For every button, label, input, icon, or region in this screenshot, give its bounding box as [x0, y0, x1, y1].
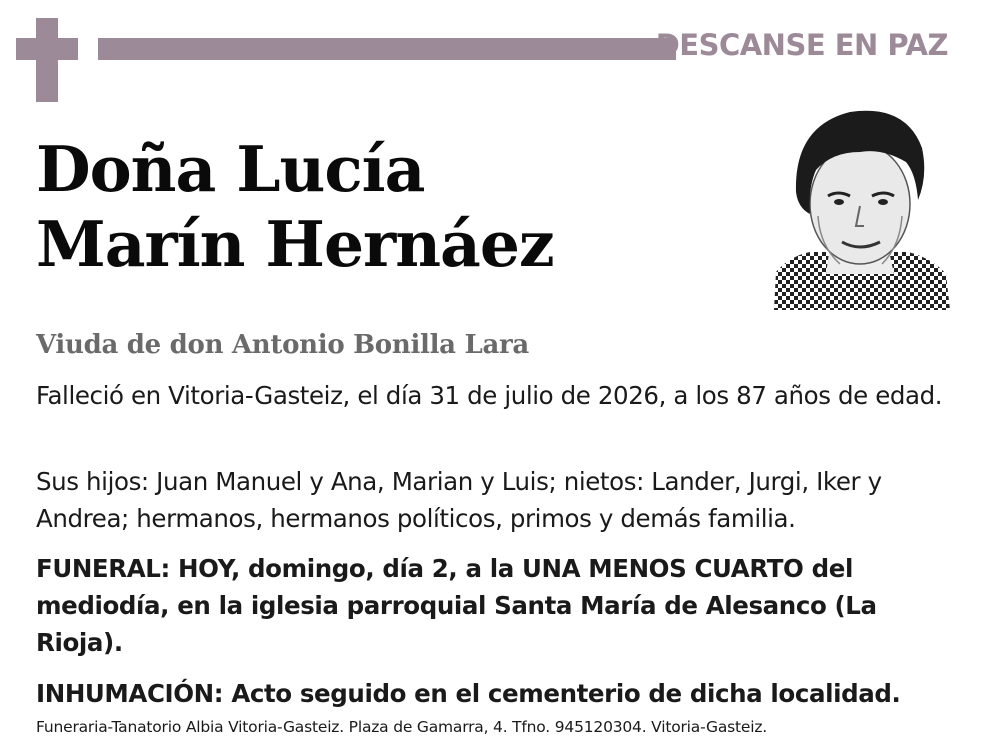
- name-line-1: Doña Lucía: [36, 132, 425, 206]
- widow-of-line: Viuda de don Antonio Bonilla Lara: [36, 330, 529, 360]
- header-rule: [98, 38, 676, 60]
- burial-paragraph: INHUMACIÓN: Acto seguido en el cementerio de dicha localidad.: [36, 679, 901, 708]
- header-title: DESCANSE EN PAZ: [655, 28, 948, 62]
- cross-vertical-bar: [36, 18, 58, 102]
- family-paragraph: Sus hijos: Juan Manuel y Ana, Marian y Luis; nietos: Lander, Jurgi, Iker y Andrea; hermanos, hermanos políticos, primos y demás familia.: [36, 467, 882, 533]
- death-paragraph: Falleció en Vitoria-Gasteiz, el día 31 de julio de 2026, a los 87 años de edad.: [36, 381, 943, 410]
- deceased-name: [36, 132, 736, 282]
- funeral-paragraph: FUNERAL: HOY, domingo, día 2, a la UNA MENOS CUARTO del mediodía, en la iglesia parroquial Santa María de Alesanco (La Rioja).: [36, 554, 877, 657]
- portrait-photo: [770, 96, 950, 310]
- funeral-home-info: Funeraria-Tanatorio Albia Vitoria-Gasteiz. Plaza de Gamarra, 4. Tfno. 945120304. Vitoria-Gasteiz.: [36, 718, 768, 736]
- name-line-2: Marín Hernáez: [36, 207, 554, 281]
- cross-horizontal-bar: [16, 38, 78, 60]
